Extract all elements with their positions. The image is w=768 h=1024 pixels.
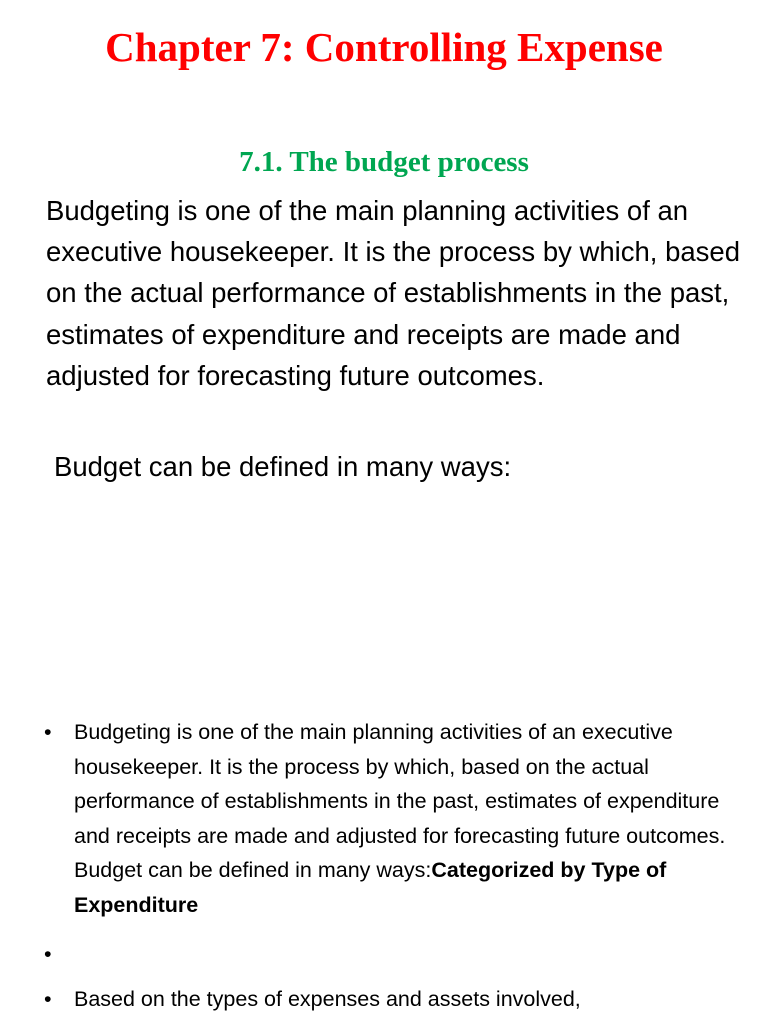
chapter-title: Chapter 7: Controlling Expense xyxy=(105,24,663,70)
section-title: 7.1. The budget process xyxy=(239,146,529,178)
bullet-item-empty xyxy=(44,937,734,972)
definition-intro: Budget can be defined in many ways: xyxy=(54,451,512,482)
bullet-bold-text: Categorized by Type of Expenditure xyxy=(74,858,667,917)
bullet-icon: • xyxy=(44,720,52,744)
bullet-text: Budgeting is one of the main planning activities of an executive housekeeper. It is the process by which, based on the actual performance of establishments in the past, estimates of expenditure and receipts are made and adjusted for forecasting future outcomes. Budget can be defined in many ways: xyxy=(74,720,726,882)
bullet-item xyxy=(44,982,734,1017)
bullet-icon: • xyxy=(44,942,52,966)
bullet-text: Based on the types of expenses and assets involved, xyxy=(74,986,581,1011)
bullet-icon: • xyxy=(44,986,52,1011)
lead-paragraph: Budgeting is one of the main planning activities of an executive housekeeper. It is the process by which, based on the actual performance of establishments in the past, estimates of expenditure and receipts are made and adjusted for forecasting future outcomes. xyxy=(46,195,741,391)
bullet-item xyxy=(44,715,734,922)
bullet-list xyxy=(44,715,734,1016)
